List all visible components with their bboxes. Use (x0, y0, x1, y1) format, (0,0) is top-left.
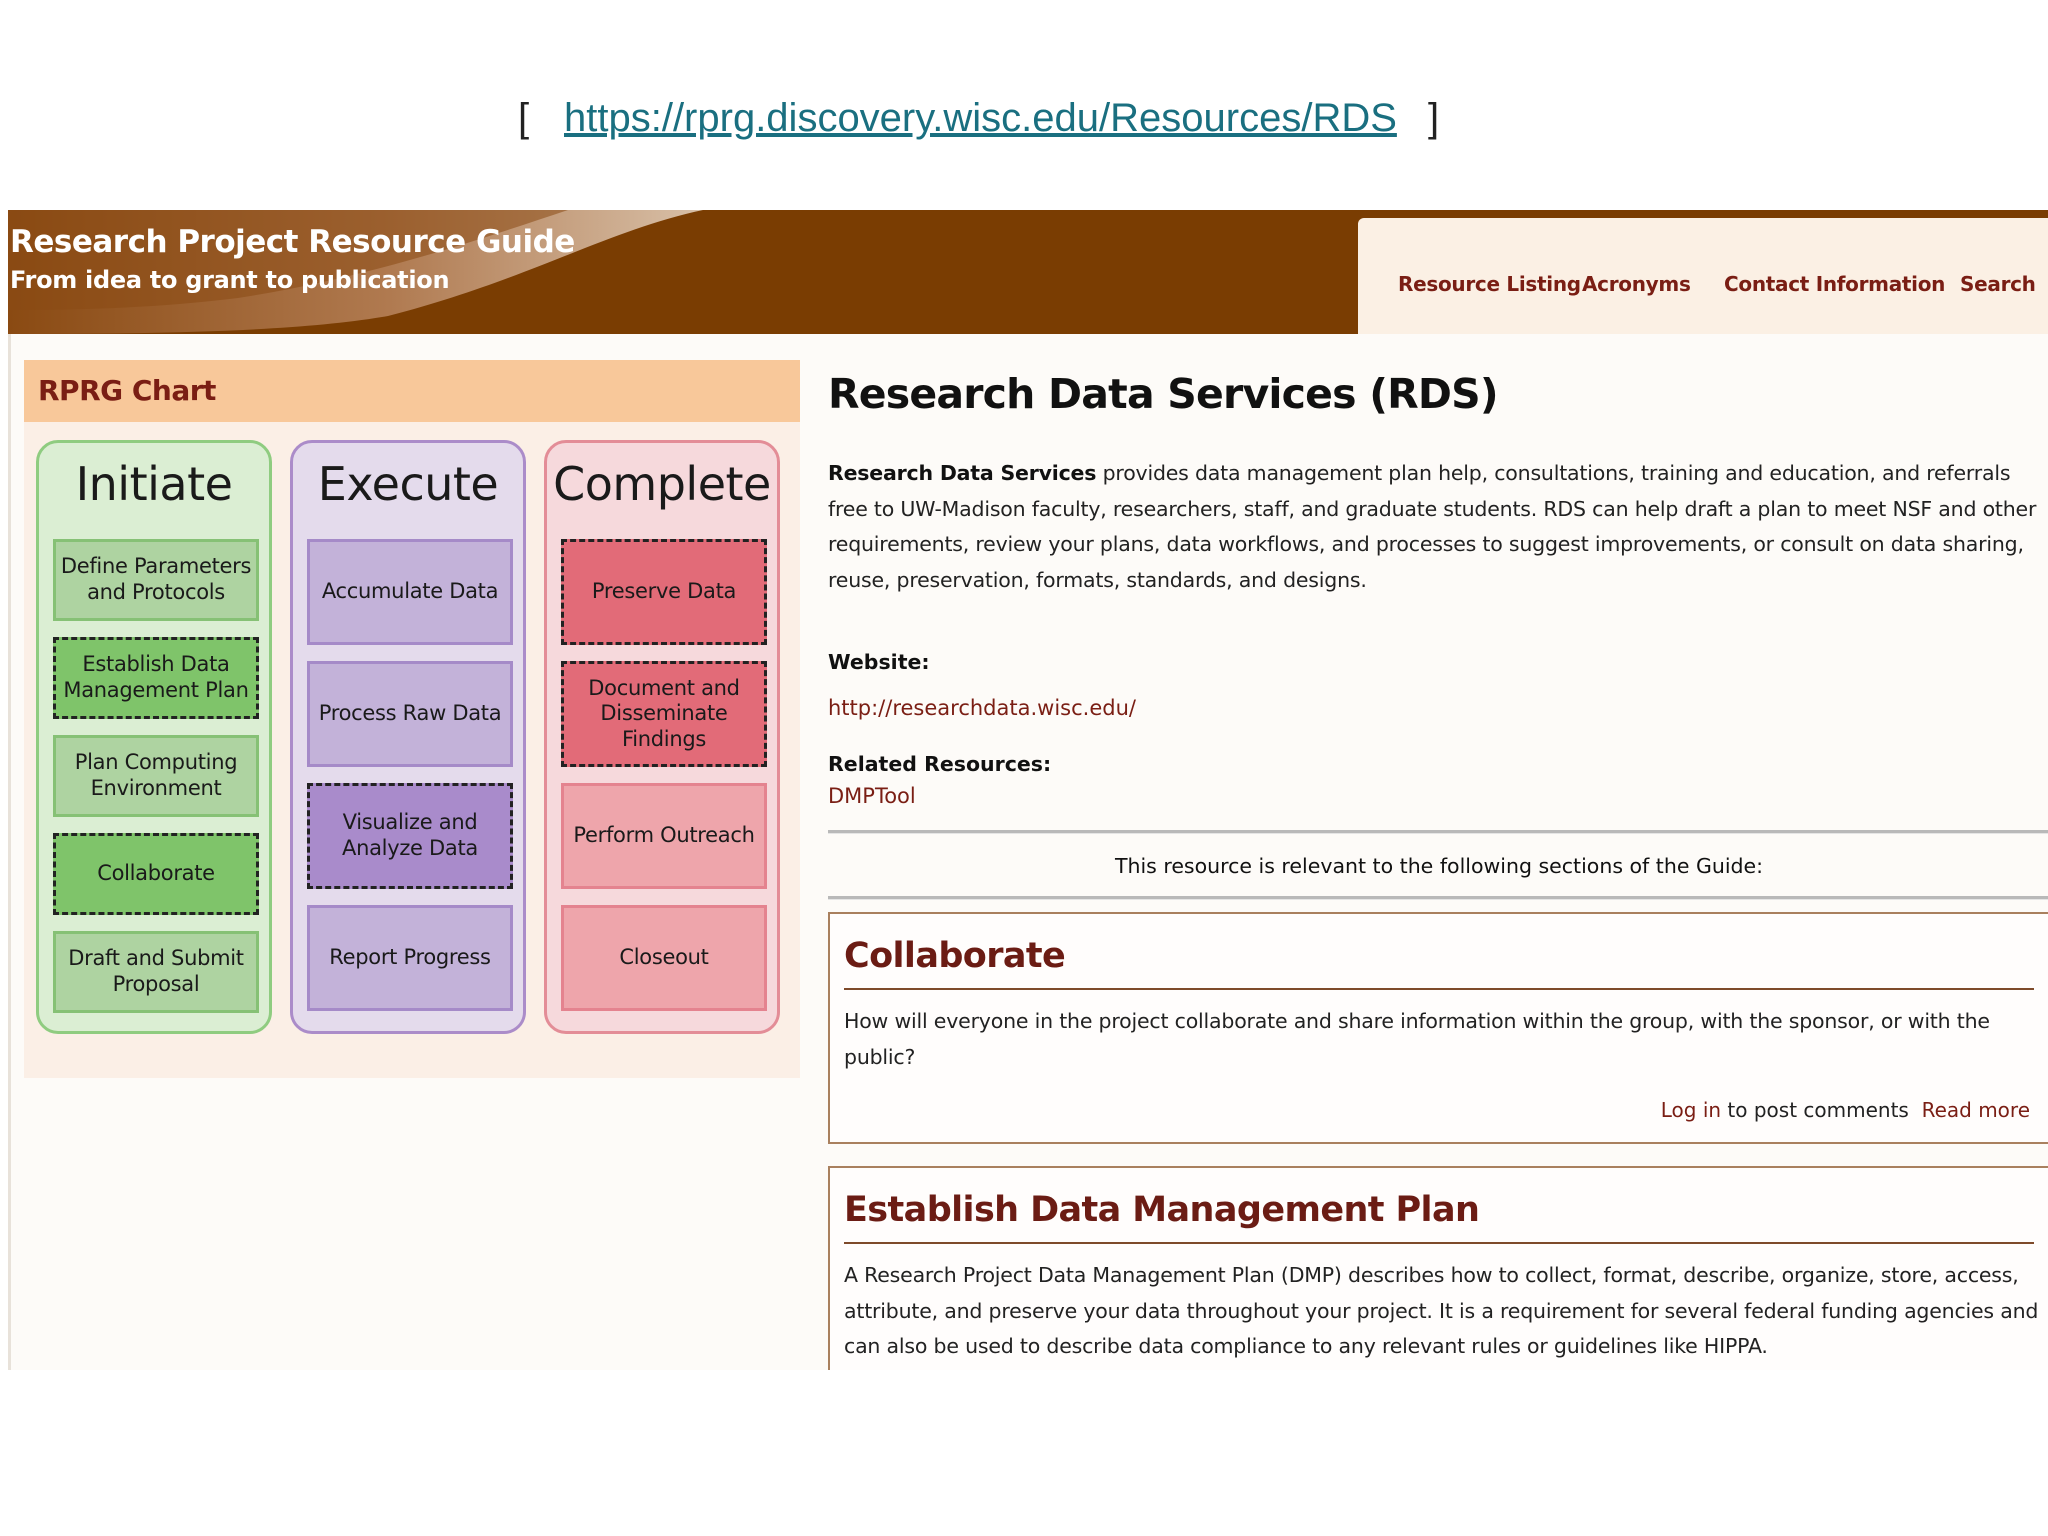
phase-title-execute: Execute (317, 457, 499, 511)
phase-execute (290, 440, 526, 1034)
step-plan-computing[interactable]: Plan Computing Environment (53, 735, 259, 817)
step-closeout[interactable]: Closeout (561, 905, 767, 1011)
rprg-chart-title: RPRG Chart (38, 374, 216, 407)
website-label: Website: (828, 650, 930, 674)
source-url-link[interactable]: https://rprg.discovery.wisc.edu/Resources/RDS (564, 96, 1397, 140)
site-header (8, 210, 2048, 334)
step-process-raw-data[interactable]: Process Raw Data (307, 661, 513, 767)
phase-initiate (36, 440, 272, 1034)
related-resources-label: Related Resources: (828, 752, 1052, 776)
left-edge-border (8, 334, 11, 1370)
intro-bold: Research Data Services (828, 461, 1097, 485)
step-document-disseminate[interactable]: Document and Disseminate Findings (561, 661, 767, 767)
rprg-chart-panel (24, 360, 800, 1078)
rprg-chart-header (24, 360, 800, 422)
main-nav (1358, 218, 2048, 334)
read-more-link[interactable]: Read more (1921, 1098, 2030, 1122)
card-rule (844, 988, 2034, 990)
phase-title-initiate: Initiate (75, 457, 233, 511)
nav-search[interactable]: Search (1960, 272, 2036, 296)
card-title-collaborate[interactable]: Collaborate (844, 936, 1066, 976)
bracket-right: ] (1428, 96, 1440, 140)
nav-acronyms[interactable]: Acronyms (1582, 272, 1691, 296)
section-card-collaborate (828, 912, 2048, 1144)
card-title-establish-dmp[interactable]: Establish Data Management Plan (844, 1190, 1480, 1230)
bracket-left: [ (518, 96, 530, 140)
step-accumulate-data[interactable]: Accumulate Data (307, 539, 513, 645)
website-screenshot (8, 210, 2048, 1370)
card-rule (844, 1242, 2034, 1244)
step-report-progress[interactable]: Report Progress (307, 905, 513, 1011)
step-preserve-data[interactable]: Preserve Data (561, 539, 767, 645)
site-title[interactable]: Research Project Resource Guide (10, 224, 575, 260)
related-link-dmptool[interactable]: DMPTool (828, 784, 916, 808)
intro-paragraph (828, 456, 2048, 598)
divider-top (828, 830, 2048, 834)
website-link[interactable]: http://researchdata.wisc.edu/ (828, 696, 1136, 720)
nav-contact-information[interactable]: Contact Information (1724, 272, 1946, 296)
login-suffix: to post comments (1721, 1098, 1909, 1122)
page-title: Research Data Services (RDS) (828, 370, 1498, 418)
step-establish-dmp[interactable]: Establish Data Management Plan (53, 637, 259, 719)
relevant-sections-text: This resource is relevant to the following sections of the Guide: (1114, 854, 1764, 878)
url-caption (0, 92, 2048, 148)
phase-title-complete: Complete (553, 457, 771, 511)
nav-resource-listing[interactable]: Resource Listing (1398, 272, 1581, 296)
card-body-collaborate: How will everyone in the project collaborate and share information within the group, with the sponsor, or with the public? (844, 1009, 1990, 1069)
intro-text: provides data management plan help, consultations, training and education, and referrals free to UW-Madison faculty, researchers, staff, and graduate students. RDS can help draft a plan to meet NSF and other requirements, review your plans, data workflows, and processes to suggest improvements, or consult on data sharing, reuse, preservation, formats, standards, and designs. (828, 461, 2037, 592)
login-link[interactable]: Log in (1660, 1098, 1722, 1122)
site-subtitle: From idea to grant to publication (10, 266, 450, 294)
step-define-parameters[interactable]: Define Parameters and Protocols (53, 539, 259, 621)
card-body-establish-dmp: A Research Project Data Management Plan (DMP) describes how to collect, format, describe, organize, store, access, attribute, and preserve your data throughout your project. It is a requirement for several federal funding agencies and can also be used to describe data compliance to any relevant rules or guidelines like HIPPA. (844, 1263, 2039, 1358)
step-visualize-analyze[interactable]: Visualize and Analyze Data (307, 783, 513, 889)
divider-bottom (828, 896, 2048, 900)
phase-complete (544, 440, 780, 1034)
card-footer-collaborate (1661, 1098, 2030, 1122)
section-card-establish-dmp (828, 1166, 2048, 1370)
step-collaborate[interactable]: Collaborate (53, 833, 259, 915)
step-draft-submit-proposal[interactable]: Draft and Submit Proposal (53, 931, 259, 1013)
step-perform-outreach[interactable]: Perform Outreach (561, 783, 767, 889)
